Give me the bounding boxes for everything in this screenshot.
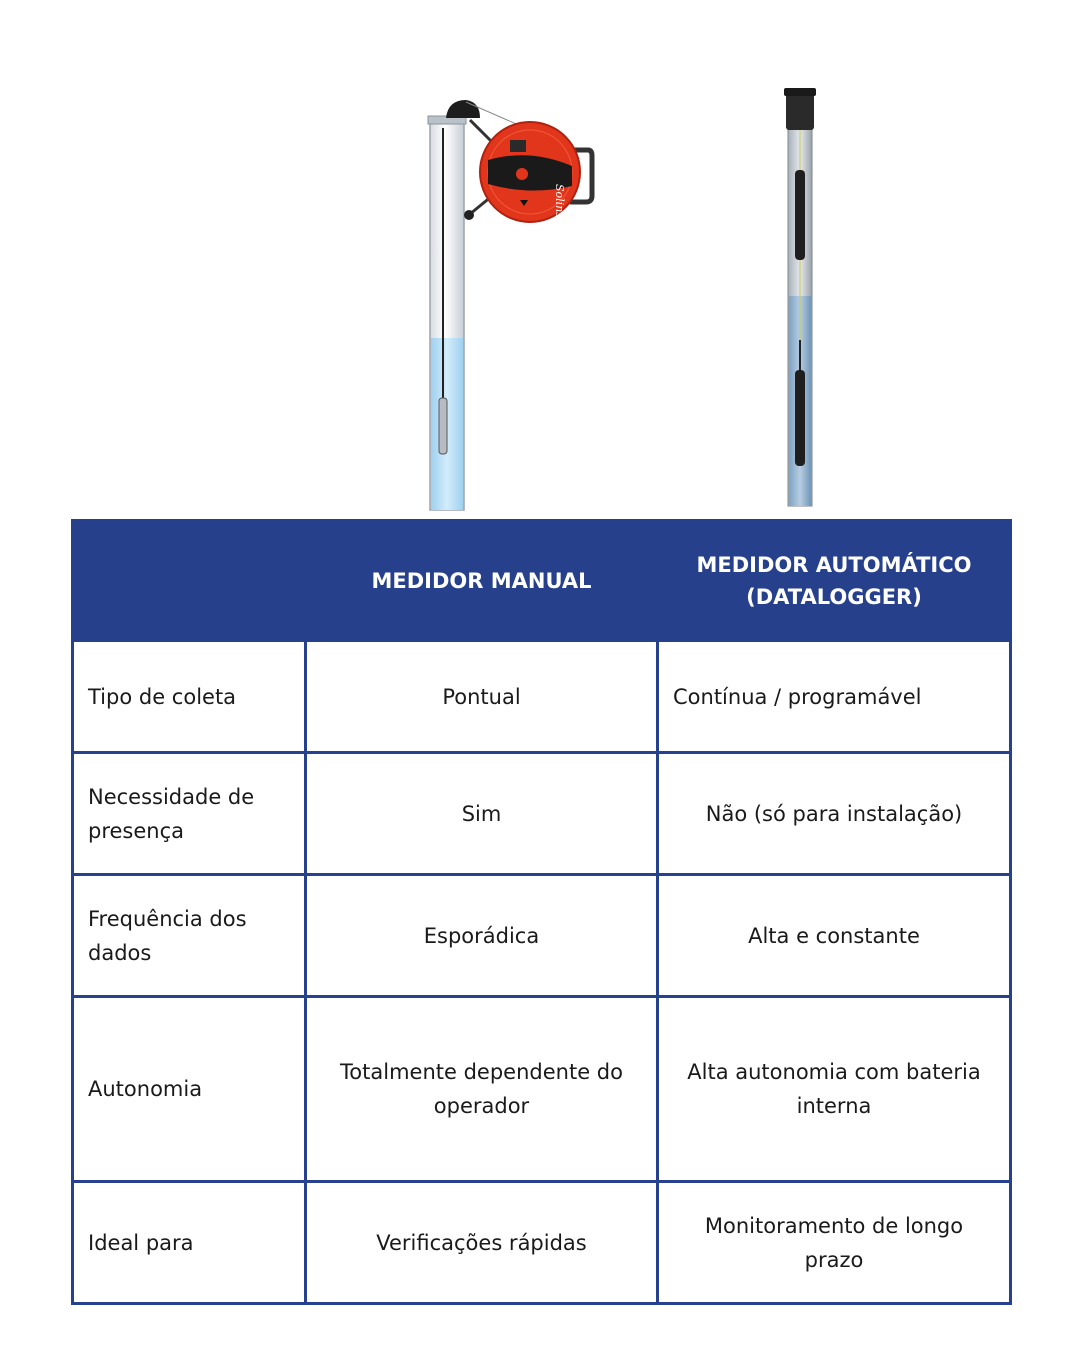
row-label: Autonomia: [73, 997, 306, 1182]
table-row: [73, 1182, 1011, 1304]
auto-value: Contínua / programável: [658, 641, 1011, 753]
table-row: [73, 641, 1011, 753]
table-header-row: [73, 521, 1011, 641]
manual-value: Verificações rápidas: [306, 1182, 658, 1304]
auto-value: Não (só para instalação): [658, 753, 1011, 875]
row-label: Necessidade de presença: [73, 753, 306, 875]
manual-value: Totalmente dependente do operador: [306, 997, 658, 1182]
row-label: Ideal para: [73, 1182, 306, 1304]
row-label: Frequência dos dados: [73, 875, 306, 997]
auto-value: Monitoramento de longo prazo: [658, 1182, 1011, 1304]
table-row: [73, 997, 1011, 1182]
auto-value: Alta e constante: [658, 875, 1011, 997]
row-label: Tipo de coleta: [73, 641, 306, 753]
header-empty: [73, 521, 306, 641]
comparison-table: [71, 519, 1012, 1305]
manual-well-pipe: [428, 116, 466, 510]
reel-brand-text: Solinst: [553, 184, 566, 223]
table-row: [73, 875, 1011, 997]
well-illustration: [0, 0, 1080, 520]
manual-value: Esporádica: [306, 875, 658, 997]
header-manual: MEDIDOR MANUAL: [306, 521, 658, 641]
manual-value: Sim: [306, 753, 658, 875]
manual-value: Pontual: [306, 641, 658, 753]
table-row: [73, 753, 1011, 875]
tape-reel-icon: [446, 100, 592, 223]
datalogger-well-pipe: [784, 88, 816, 506]
header-automatic: MEDIDOR AUTOMÁTICO (DATALOGGER): [658, 521, 1011, 641]
auto-value: Alta autonomia com bateria interna: [658, 997, 1011, 1182]
